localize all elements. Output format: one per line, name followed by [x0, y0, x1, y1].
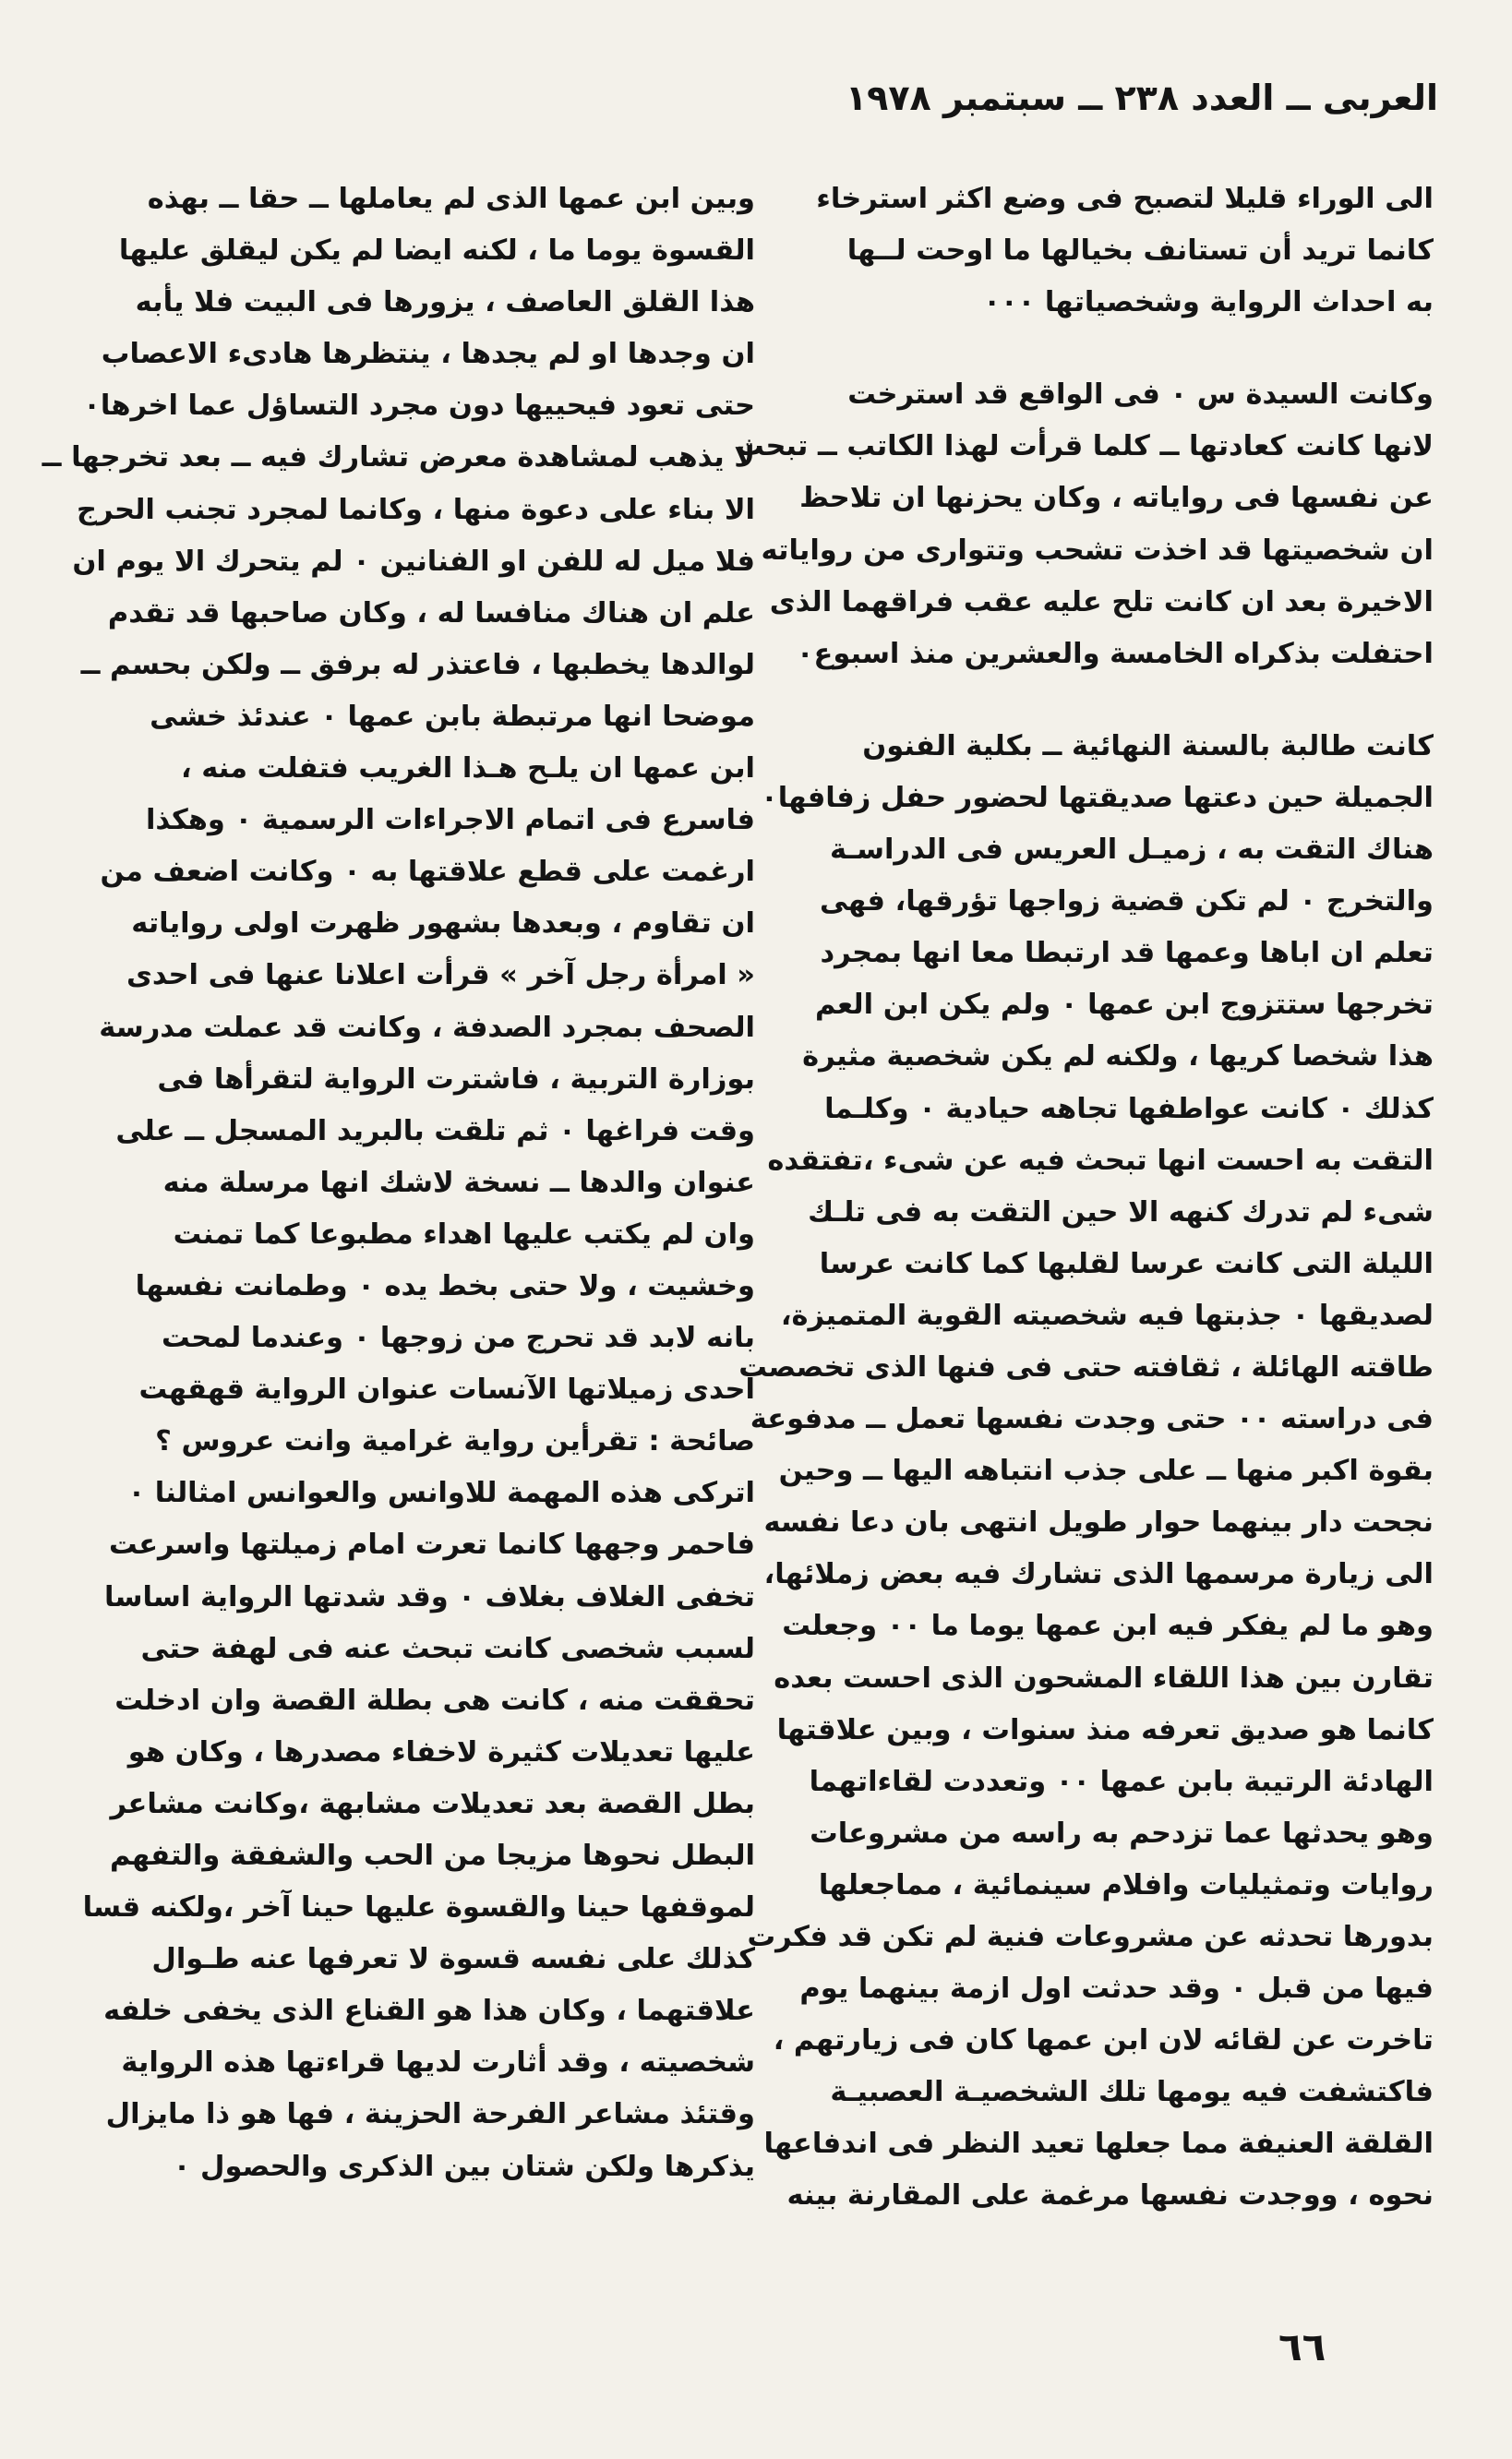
paragraph — [42, 174, 755, 2193]
text-line: كانت طالبة بالسنة النهائية ــ بكلية الفنون — [862, 729, 1434, 762]
text-line: هناك التقت به ، زميـل العريس فى الدراسـة — [830, 834, 1434, 867]
page-number: ٦٦ — [1278, 2324, 1326, 2369]
paragraph — [736, 369, 1434, 680]
text-line: ان شخصيتها قد اخذت تشحب وتتوارى من رواياته — [761, 534, 1434, 567]
text-line: تخفى الغلاف بغلاف ٠ وقد شدتها الرواية اساسا — [104, 1580, 755, 1613]
text-line: فاسرع فى اتمام الاجراءات الرسمية ٠ وهكذا — [145, 804, 755, 837]
text-line: كذلك على نفسه قسوة لا تعرفها عنه طـوال — [151, 1943, 755, 1976]
text-line: الليلة التى كانت عرسا لقلبها كما كانت عرسا — [819, 1247, 1434, 1280]
text-line: ان تقاوم ، وبعدها بشهور ظهرت اولى رواياته — [131, 907, 755, 941]
text-line: فلا ميل له للفن او الفنانين ٠ لم يتحرك الا يوم ان — [72, 545, 755, 578]
text-line: لا يذهب لمشاهدة معرض تشارك فيه ــ بعد تخرجها ــ — [42, 441, 755, 474]
text-line: والتخرج ٠ لم تكن قضية زواجها تؤرقها، فهى — [820, 885, 1434, 918]
text-line: كانما تريد أن تستانف بخيالها ما اوحت لــها — [846, 234, 1434, 268]
text-line: البطل نحوها مزيجا من الحب والشفقة والتفهم — [109, 1840, 755, 1872]
text-line: ابن عمها ان يلـح هـذا الغريب فتفلت منه ، — [181, 752, 755, 786]
text-line: تحققت منه ، كانت هى بطلة القصة وان ادخلت — [114, 1684, 755, 1717]
text-line: كذلك ٠ كانت عواطفها تجاهه حيادية ٠ وكلـما — [824, 1092, 1434, 1125]
text-line: تاخرت عن لقائه لان ابن عمها كان فى زيارتهم ، — [773, 2024, 1434, 2057]
text-line: الصحف بمجرد الصدفة ، وكانت قد عملت مدرسة — [99, 1011, 755, 1044]
text-line: « امرأة رجل آخر » قرأت اعلانا عنها فى احدى — [126, 959, 755, 992]
text-line: بطل القصة بعد تعديلات مشابهة ،وكانت مشاعر — [110, 1787, 755, 1820]
text-line: طاقته الهائلة ، ثقافته حتى فى فنها الذى تخصصت — [738, 1350, 1434, 1384]
text-line: الا بناء على دعوة منها ، وكانما لمجرد تجنب الحرج — [77, 493, 755, 526]
text-line: القسوة يوما ما ، لكنه ايضا لم يكن ليقلق عليها — [118, 234, 755, 268]
text-line: الجميلة حين دعتها صديقتها لحضور حفل زفافها٠ — [761, 781, 1434, 814]
text-line: وهو يحدثها عما تزدحم به راسه من مشروعات — [810, 1817, 1434, 1850]
text-line: نجحت دار بينهما حوار طويل انتهى بان دعا نفسه — [763, 1506, 1434, 1540]
text-line: فيها من قبل ٠ وقد حدثت اول ازمة بينهما يوم — [799, 1973, 1434, 2006]
text-line: ان وجدها او لم يجدها ، ينتظرها هادىء الاعصاب — [101, 338, 755, 371]
text-line: هذا شخصا كريها ، ولكنه لم يكن شخصية مثيرة — [802, 1040, 1434, 1074]
paragraph — [778, 174, 1434, 329]
text-line: وخشيت ، ولا حتى بخط يده ٠ وطمانت نفسها — [135, 1269, 755, 1302]
text-line: ارغمت على قطع علاقتها به ٠ وكانت اضعف من — [100, 856, 755, 889]
text-line: بوزارة التربية ، فاشترت الرواية لتقرأها فى — [157, 1062, 755, 1096]
text-line: شخصيته ، وقد أثارت لديها قراءتها هذه الرواية — [121, 2046, 755, 2080]
text-line: تخرجها ستتزوج ابن عمها ٠ ولم يكن ابن العم — [815, 989, 1434, 1022]
text-line: نحوه ، ووجدت نفسها مرغمة على المقارنة بينه — [786, 2179, 1434, 2213]
text-line: اتركى هذه المهمة للاوانس والعوانس امثالنا ٠ — [127, 1477, 755, 1510]
text-line: هذا القلق العاصف ، يزورها فى البيت فلا يأبه — [135, 286, 755, 319]
text-line: حتى تعود فيحييها دون مجرد التساؤل عما اخرها٠ — [83, 390, 755, 423]
paragraph — [738, 721, 1434, 2223]
text-line: فاحمر وجهها كانما تعرت امام زميلتها واسرعت — [108, 1529, 755, 1562]
text-line: وهو ما لم يفكر فيه ابن عمها يوما ما ٠٠ وجعلت — [782, 1610, 1434, 1643]
text-line: الى زيارة مرسمها الذى تشارك فيه بعض زملائها، — [763, 1558, 1434, 1591]
text-line: شىء لم تدرك كنهه الا حين التقت به فى تلـك — [808, 1195, 1434, 1229]
text-line: كانما هو صديق تعرفه منذ سنوات ، وبين علاقتها — [776, 1713, 1434, 1746]
text-line: التقت به احست انها تبحث فيه عن شىء ،تفتقده — [767, 1144, 1434, 1177]
text-line: وقت فراغها ٠ ثم تلقت بالبريد المسجل ــ على — [115, 1114, 755, 1147]
text-line: وان لم يكتب عليها اهداء مطبوعا كما تمنت — [173, 1218, 755, 1251]
text-line: الى الوراء قليلا لتصبح فى وضع اكثر استرخاء — [816, 183, 1434, 215]
text-line: بانه لابد قد تحرج من زوجها ٠ وعندما لمحت — [162, 1322, 755, 1355]
text-line: تقارن بين هذا اللقاء المشحون الذى احست بعده — [774, 1661, 1434, 1695]
text-line: به احداث الرواية وشخصياتها ٠٠٠ — [983, 286, 1434, 319]
text-line: موضحا انها مرتبطة بابن عمها ٠ عندئذ خشى — [150, 700, 755, 733]
text-line: عنوان والدها ــ نسخة لاشك انها مرسلة منه — [162, 1166, 755, 1199]
text-line: بقوة اكبر منها ــ على جذب انتباهه اليها ــ وحين — [778, 1455, 1434, 1488]
text-line: روايات وتمثيليات وافلام سينمائية ، مماجعلها — [818, 1868, 1434, 1901]
text-line: الهادئة الرتيبة بابن عمها ٠٠ وتعددت لقاءاتهما — [809, 1765, 1434, 1798]
text-line: وقتئذ مشاعر الفرحة الحزينة ، فها هو ذا مايزال — [105, 2098, 755, 2131]
text-line: احدى زميلاتها الآنسات عنوان الرواية قهقهت — [138, 1373, 755, 1407]
text-line: لموقفها حينا والقسوة عليها حينا آخر ،ولكنه قسا — [82, 1891, 755, 1925]
text-line: احتفلت بذكراه الخامسة والعشرين منذ اسبوع٠ — [796, 637, 1434, 670]
running-head: العربى ــ العدد ٢٣٨ ــ سبتمبر ١٩٧٨ — [845, 78, 1438, 118]
text-line: لصديقها ٠ جذبتها فيه شخصيته القوية المتميزة، — [780, 1299, 1434, 1332]
text-line: وبين ابن عمها الذى لم يعاملها ــ حقا ــ بهذه — [147, 183, 755, 215]
text-line: عن نفسها فى رواياته ، وكان يحزنها ان تلاحظ — [799, 482, 1434, 515]
text-line: علاقتهما ، وكان هذا هو القناع الذى يخفى خلفه — [103, 1995, 755, 2028]
text-line: يذكرها ولكن شتان بين الذكرى والحصول ٠ — [173, 2150, 755, 2183]
article-column-right — [736, 174, 1434, 2223]
text-line: فاكتشفت فيه يومها تلك الشخصيـة العصبيـة — [830, 2076, 1434, 2109]
article-column-left — [42, 174, 755, 2193]
text-line: القلقة العنيفة مما جعلها تعيد النظر فى اندفاعها — [763, 2128, 1434, 2161]
text-line: لانها كانت كعادتها ــ كلما قرأت لهذا الكاتب ــ تبحث — [736, 430, 1434, 463]
text-line: تعلم ان اباها وعمها قد ارتبطا معا انها بمجرد — [820, 937, 1434, 970]
text-line: صائحة : تقرأين رواية غرامية وانت عروس ؟ — [155, 1425, 755, 1458]
text-line: لسبب شخصى كانت تبحث عنه فى لهفة حتى — [140, 1632, 755, 1665]
text-line: بدورها تحدثه عن مشروعات فنية لم تكن قد فكرت — [747, 1921, 1434, 1953]
text-line: فى دراسته ٠٠ حتى وجدت نفسها تعمل ــ مدفوعة — [750, 1403, 1434, 1436]
text-line: عليها تعديلات كثيرة لاخفاء مصدرها ، وكان هو — [127, 1735, 755, 1769]
text-line: وكانت السيدة س ٠ فى الواقع قد استرخت — [847, 378, 1434, 412]
text-line: الاخيرة بعد ان كانت تلح عليه عقب فراقهما الذى — [769, 585, 1434, 618]
text-line: علم ان هناك منافسا له ، وكان صاحبها قد تقدم — [107, 596, 755, 630]
text-line: لوالدها يخطبها ، فاعتذر له برفق ــ ولكن بحسم ــ — [80, 648, 755, 681]
